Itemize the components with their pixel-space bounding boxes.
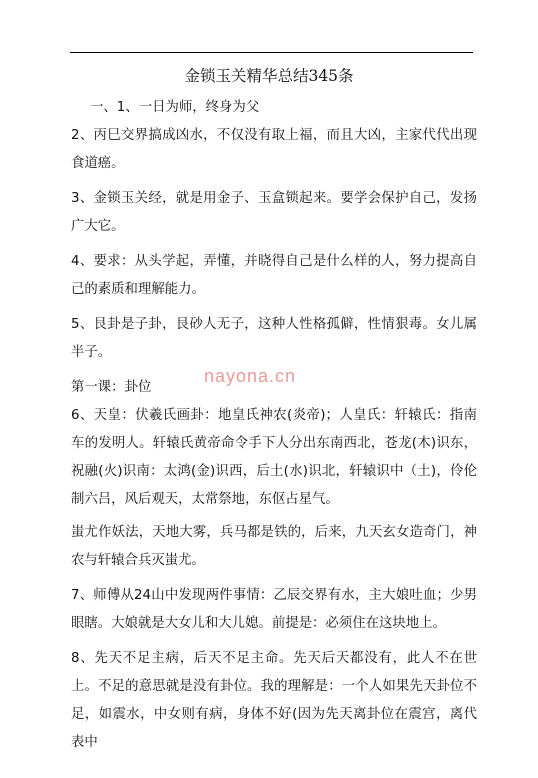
watermark: nayona.cn (204, 366, 297, 386)
header-rule (70, 52, 473, 53)
paragraph-6: 6、天皇：伏羲氏画卦：地皇氏神农(炎帝)；人皇氏：轩辕氏：指南车的发明人。轩辕氏黄帝命令手下人分出东南西北，苍龙(木)识东，祝融(火)识南：太鸿(金)识西，后土(水)识北，轩辕识中（土)，伶伦制六吕，风后观天，太常祭地，东伛占星气。 (71, 408, 477, 507)
paragraph-1: 一、1、一日为师，终身为父 (90, 100, 260, 115)
paragraph-5: 5、艮卦是子卦，艮砂人无子，这种人性格孤僻，性情狠毒。女儿属半子。 (71, 317, 477, 360)
paragraph-3: 3、金锁玉关经，就是用金子、玉盒锁起来。要学会保护自己，发扬广大它。 (71, 191, 477, 234)
paragraph-7: 蚩尤作妖法，天地大雾，兵马都是铁的，后来，九天玄女造奇门，神农与轩辕合兵灭蚩尤。 (71, 525, 477, 568)
paragraph-8: 7、师傅从24山中发现两件事情：乙辰交界有水，主大娘吐血；少男眼瞎。大娘就是大女儿和大儿媳。前提是：必须住在这块地上。 (71, 588, 477, 631)
document-title: 金锁玉关精华总结345条 (184, 67, 354, 85)
paragraph-9: 8、先天不足主病，后天不足主命。先天后天都没有，此人不在世上。不足的意思就是没有卦位。我的理解是：一个人如果先天卦位不足，如震水，中女则有病，身体不好(因为先天离卦位在震宫，离代表中 (71, 651, 477, 750)
section-heading: 第一课：卦位 (71, 380, 152, 395)
paragraph-4: 4、要求：从头学起，弄懂，并晓得自己是什么样的人，努力提高自己的素质和理解能力。 (71, 254, 477, 297)
document-body (71, 94, 477, 757)
paragraph-2: 2、丙巳交界搞成凶水，不仅没有取上福，而且大凶，主家代代出现食道癌。 (71, 128, 477, 171)
